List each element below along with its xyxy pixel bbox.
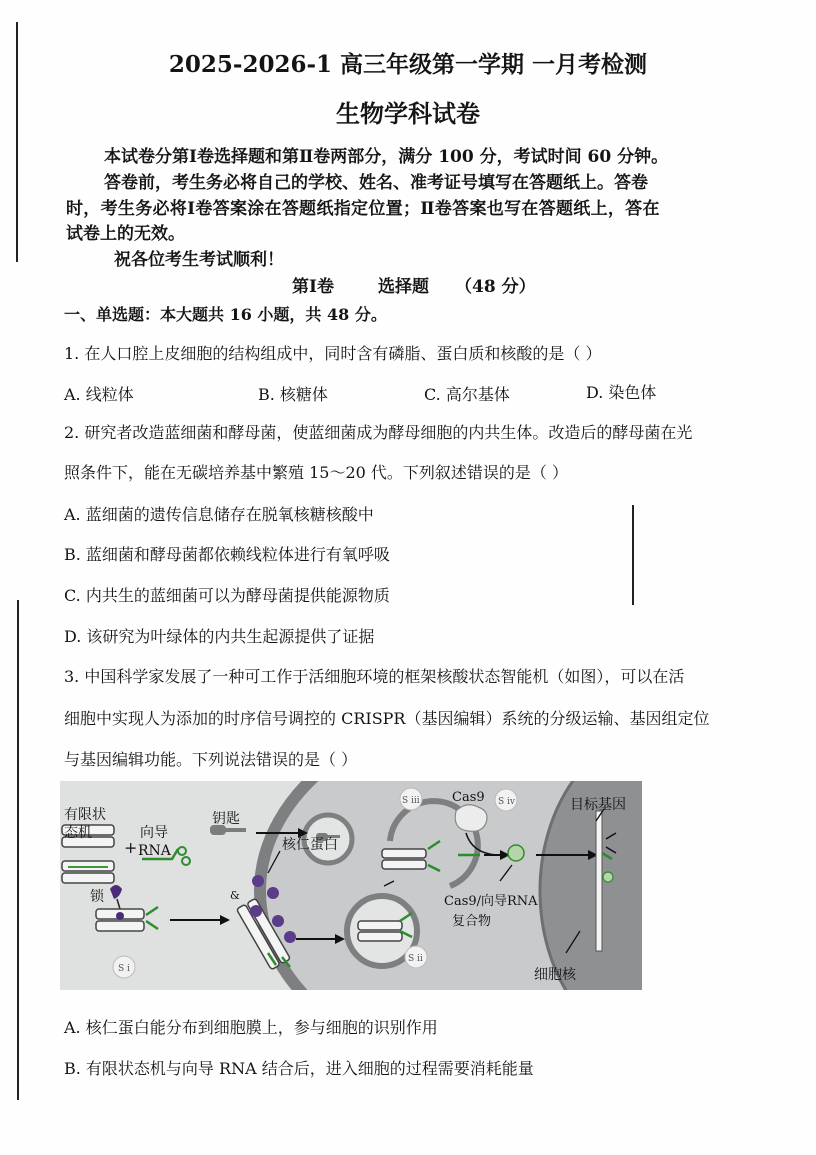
fig-label-machine-1: 有限状 bbox=[64, 807, 106, 823]
fig-stage-iii: S iii bbox=[402, 796, 420, 806]
question-3-option-b: B. 有限状态机与向导 RNA 结合后，进入细胞的过程需要消耗能量 bbox=[64, 1059, 534, 1078]
question-1-option-d: D. 染色体 bbox=[586, 383, 657, 402]
question-3-option-a: A. 核仁蛋白能分布到细胞膜上，参与细胞的识别作用 bbox=[64, 1018, 438, 1037]
fig-label-machine-2: 态机 bbox=[64, 825, 92, 841]
intro-line: 答卷前，考生务必将自己的学校、姓名、准考证号填写在答题纸上。答卷 bbox=[104, 173, 648, 193]
section-part-label: 第Ⅰ卷 bbox=[292, 277, 334, 297]
fig-stage-ii: S ii bbox=[408, 954, 423, 964]
question-2-option-c: C. 内共生的蓝细菌可以为酵母菌提供能源物质 bbox=[64, 586, 390, 605]
intro-wish: 祝各位考生考试顺利！ bbox=[114, 250, 284, 270]
scan-edge-mark bbox=[17, 600, 19, 1100]
question-1-option-a: A. 线粒体 bbox=[64, 385, 134, 404]
fig-label-lock: 锁 bbox=[90, 889, 104, 905]
fig-label-target-gene: 目标基因 bbox=[570, 797, 626, 813]
section-type-label: 选择题 bbox=[378, 277, 429, 297]
fig-label-complex-1: Cas9/向导RNA bbox=[444, 894, 538, 909]
crispr-state-machine-figure bbox=[60, 781, 642, 990]
section-instruction: 一、单选题：本大题共 16 小题，共 48 分。 bbox=[64, 305, 387, 324]
svg-text:+: + bbox=[124, 838, 138, 857]
question-1-stem: 1. 在人口腔上皮细胞的结构组成中，同时含有磷脂、蛋白质和核酸的是（ ） bbox=[64, 344, 602, 363]
question-1-option-c: C. 高尔基体 bbox=[424, 385, 510, 404]
section-score-label: （48 分） bbox=[455, 277, 536, 297]
intro-line: 试卷上的无效。 bbox=[66, 224, 185, 244]
fig-stage-iv: S iv bbox=[498, 797, 515, 807]
question-3-stem-line2: 细胞中实现人为添加的时序信号调控的 CRISPR（基因编辑）系统的分级运输、基因组定位 bbox=[64, 709, 710, 728]
question-2-option-b: B. 蓝细菌和酵母菌都依赖线粒体进行有氧呼吸 bbox=[64, 545, 390, 564]
fig-label-nucleolin: 核仁蛋白 bbox=[282, 837, 338, 853]
fig-label-cas9: Cas9 bbox=[452, 790, 485, 805]
fig-label-nucleus: 细胞核 bbox=[534, 967, 576, 983]
question-2-stem-line2: 照条件下，能在无碳培养基中繁殖 15～20 代。下列叙述错误的是（ ） bbox=[64, 463, 568, 482]
fig-label-amp: & bbox=[230, 889, 240, 902]
exam-subtitle: 生物学科试卷 bbox=[336, 99, 480, 128]
question-3-stem-line3: 与基因编辑功能。下列说法错误的是（ ） bbox=[64, 750, 358, 769]
fig-stage-i: S i bbox=[118, 964, 130, 974]
question-1-option-b: B. 核糖体 bbox=[258, 385, 328, 404]
fig-label-guide-1: 向导 bbox=[140, 825, 168, 841]
fig-label-guide-2: RNA bbox=[138, 843, 171, 859]
question-2-option-a: A. 蓝细菌的遗传信息储存在脱氧核糖核酸中 bbox=[64, 505, 374, 524]
fig-label-complex-2: 复合物 bbox=[452, 914, 492, 929]
question-2-stem-line1: 2. 研究者改造蓝细菌和酵母菌，使蓝细菌成为酵母细胞的内共生体。改造后的酵母菌在光 bbox=[64, 423, 693, 442]
intro-line: 时，考生务必将Ⅰ卷答案涂在答题纸指定位置；Ⅱ卷答案也写在答题纸上，答在 bbox=[66, 199, 660, 219]
question-3-stem-line1: 3. 中国科学家发展了一种可工作于活细胞环境的框架核酸状态智能机（如图），可以在活 bbox=[64, 667, 685, 686]
question-2-option-d: D. 该研究为叶绿体的内共生起源提供了证据 bbox=[64, 627, 375, 646]
exam-title: 2025-2026-1 高三年级第一学期 一月考检测 bbox=[168, 51, 648, 78]
scan-edge-mark bbox=[632, 505, 634, 605]
fig-label-key: 钥匙 bbox=[212, 811, 240, 827]
intro-line: 本试卷分第Ⅰ卷选择题和第Ⅱ卷两部分，满分 100 分，考试时间 60 分钟。 bbox=[104, 147, 669, 167]
